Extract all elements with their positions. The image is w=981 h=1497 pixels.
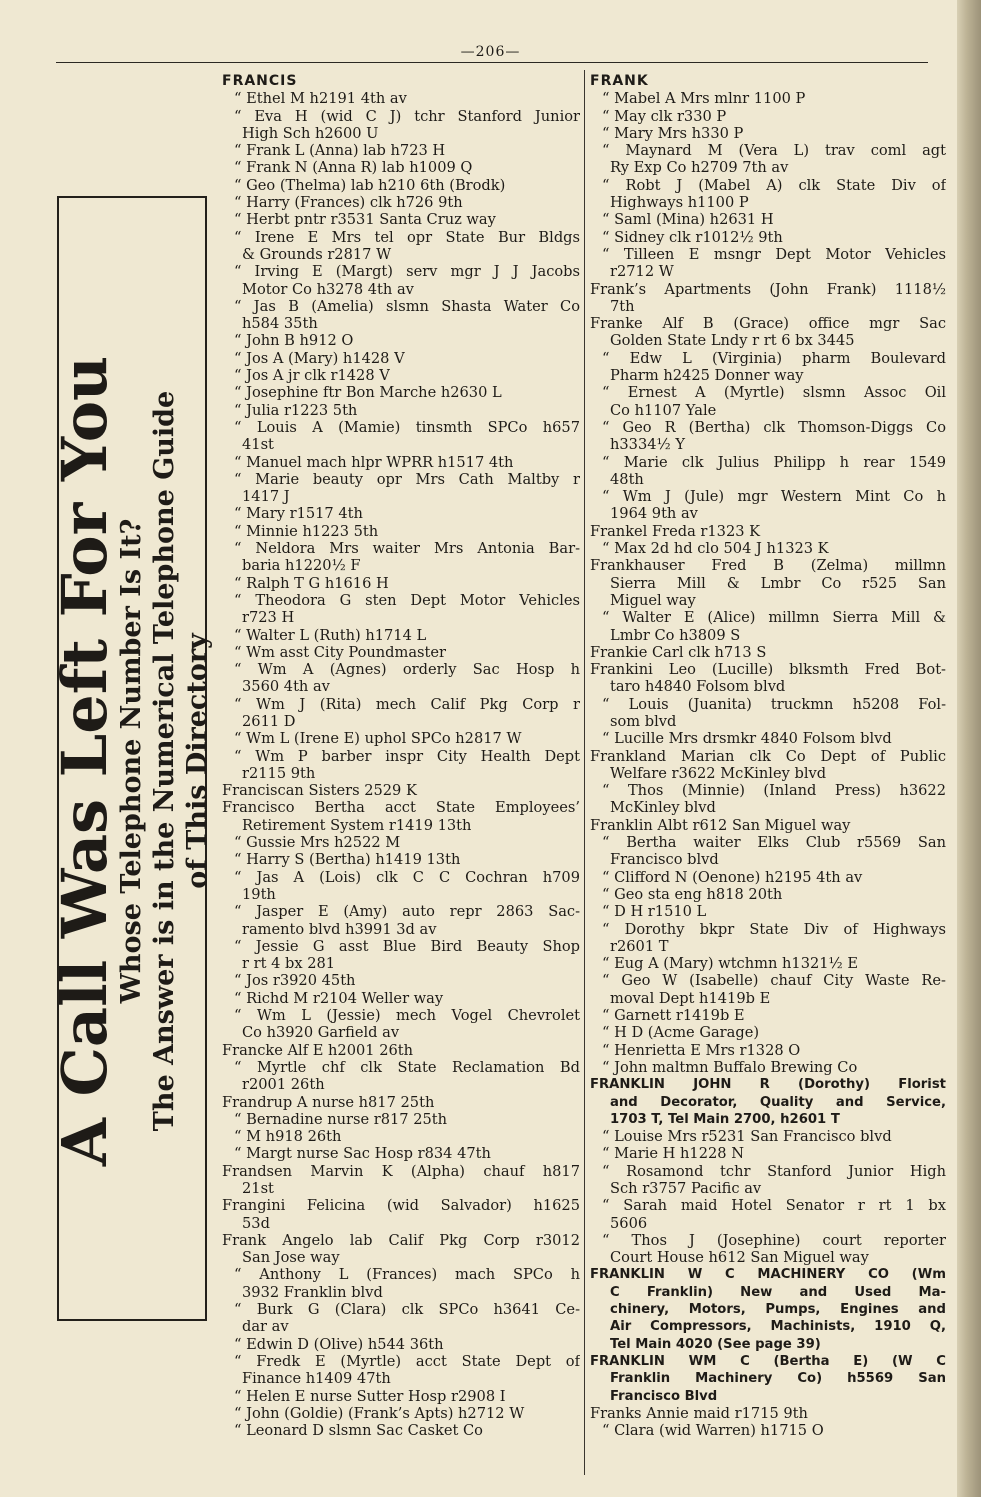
directory-line: “ Robt J (Mabel A) clk State Div of	[602, 176, 946, 194]
directory-line: “ Maynard M (Vera L) trav coml agt	[602, 142, 946, 160]
directory-line: “ Saml (Mina) h2631 H	[602, 211, 774, 229]
directory-line: 53d	[242, 1214, 270, 1232]
directory-line: “ Fredk E (Myrtle) acct State Dept of	[234, 1352, 580, 1370]
directory-line: “ Wm L (Irene E) uphol SPCo h2817 W	[234, 730, 522, 748]
directory-line: High Sch h2600 U	[242, 124, 379, 142]
directory-line: “ Mary Mrs h330 P	[602, 124, 744, 142]
directory-line: Golden State Lndy r rt 6 bx 3445	[610, 332, 855, 350]
directory-line: “ Geo (Thelma) lab h210 6th (Brodk)	[234, 176, 506, 194]
ad-subline-2: The Answer is in the Numerical Telephone Guide	[149, 390, 181, 1131]
directory-line: r2001 26th	[242, 1076, 325, 1094]
directory-line: FRANKLIN JOHN R (Dorothy) Florist	[590, 1077, 946, 1093]
directory-line: r2712 W	[610, 263, 674, 281]
directory-line: “ Max 2d hd clo 504 J h1323 K	[602, 540, 829, 558]
directory-line: taro h4840 Folsom blvd	[610, 678, 786, 696]
directory-line: “ Thos (Minnie) (Inland Press) h3622	[602, 782, 946, 800]
directory-line: Miguel way	[610, 591, 696, 609]
directory-line: Motor Co h3278 4th av	[242, 280, 414, 298]
directory-line: “ Ethel M h2191 4th av	[234, 90, 407, 108]
directory-line: Tel Main 4020 (See page 39)	[610, 1336, 821, 1352]
directory-line: “ Louis (Juanita) truckmn h5208 Fol-	[602, 695, 946, 713]
directory-line: baria h1220½ F	[242, 557, 361, 575]
right-listing-column	[590, 73, 946, 1439]
directory-line: Frankel Freda r1323 K	[590, 522, 761, 540]
directory-line: som blvd	[610, 712, 677, 730]
directory-line: h3334½ Y	[610, 436, 685, 454]
directory-line: ramento blvd h3991 3d av	[242, 920, 437, 938]
advertisement-box	[47, 196, 214, 1321]
directory-line: Franklin Albt r612 San Miguel way	[590, 816, 851, 834]
directory-line: Sierra Mill & Lmbr Co r525 San	[610, 574, 946, 592]
directory-line: “ Dorothy bkpr State Div of Highways	[602, 920, 946, 938]
directory-line: “ Margt nurse Sac Hosp r834 47th	[234, 1145, 491, 1163]
directory-line: Francisco blvd	[610, 851, 719, 869]
directory-line: Franklin Machinery Co) h5569 San	[610, 1371, 946, 1387]
directory-line: “ Walter L (Ruth) h1714 L	[234, 626, 427, 644]
directory-line: “ Anthony L (Frances) mach SPCo h	[234, 1266, 580, 1284]
directory-line: “ Lucille Mrs drsmkr 4840 Folsom blvd	[602, 730, 892, 748]
directory-line: San Jose way	[242, 1249, 340, 1267]
advertisement-text	[47, 211, 214, 1311]
directory-line: “ Jessie G asst Blue Bird Beauty Shop	[234, 937, 580, 955]
directory-line: “ Jos r3920 45th	[234, 972, 356, 990]
directory-line: “ Frank N (Anna R) lab h1009 Q	[234, 159, 473, 177]
directory-line: & Grounds r2817 W	[242, 245, 392, 263]
directory-line: Frank’s Apartments (John Frank) 1118½	[590, 280, 946, 298]
directory-line: 41st	[242, 436, 274, 454]
ad-headline: A Call Was Left For You	[47, 355, 121, 1166]
directory-line: 7th	[610, 297, 635, 315]
directory-line: “ Leonard D slsmn Sac Casket Co	[234, 1422, 483, 1440]
directory-line: “ Jos A jr clk r1428 V	[234, 367, 390, 385]
directory-line: moval Dept h1419b E	[610, 989, 771, 1007]
directory-line: “ Jas A (Lois) clk C C Cochran h709	[234, 868, 580, 886]
directory-line: “ Tilleen E msngr Dept Motor Vehicles	[602, 245, 946, 263]
directory-line: “ Mary r1517 4th	[234, 505, 363, 523]
directory-line: “ Wm A (Agnes) orderly Sac Hosp h	[234, 661, 580, 679]
directory-line: dar av	[242, 1318, 289, 1336]
directory-line: “ Irving E (Margt) serv mgr J J Jacobs	[234, 263, 580, 281]
directory-line: “ Irene E Mrs tel opr State Bur Bldgs	[234, 228, 580, 246]
directory-line: “ Bernadine nurse r817 25th	[234, 1110, 448, 1128]
directory-line: r2601 T	[610, 937, 669, 955]
directory-line: Frankie Carl clk h713 S	[590, 643, 767, 661]
column-divider	[584, 70, 585, 1475]
directory-line: 3560 4th av	[242, 678, 330, 696]
directory-line: 5606	[610, 1214, 648, 1232]
directory-line: “ Neldora Mrs waiter Mrs Antonia Bar-	[234, 540, 580, 558]
directory-line: “ Wm asst City Poundmaster	[234, 643, 447, 661]
directory-line: C Franklin) New and Used Ma-	[610, 1284, 946, 1300]
directory-line: Ry Exp Co h2709 7th av	[610, 159, 789, 177]
directory-line: “ Geo sta eng h818 20th	[602, 885, 783, 903]
directory-line: h584 35th	[242, 315, 318, 333]
directory-line: “ D H r1510 L	[602, 903, 707, 921]
directory-line: Lmbr Co h3809 S	[610, 626, 741, 644]
directory-line: “ Myrtle chf clk State Reclamation Bd	[234, 1058, 580, 1076]
directory-line: “ Mabel A Mrs mlnr 1100 P	[602, 90, 806, 108]
directory-line: r723 H	[242, 609, 295, 627]
directory-line: Frankini Leo (Lucille) blksmth Fred Bot-	[590, 661, 946, 679]
directory-line: “ H D (Acme Garage)	[602, 1024, 760, 1042]
directory-line: FRANKLIN W C MACHINERY CO (Wm	[590, 1267, 946, 1283]
directory-line: Franke Alf B (Grace) office mgr Sac	[590, 315, 946, 333]
column-heading: FRANCIS	[222, 73, 298, 89]
directory-line: “ Helen E nurse Sutter Hosp r2908 I	[234, 1387, 506, 1405]
directory-line: 1417 J	[242, 488, 290, 506]
directory-line: “ Garnett r1419b E	[602, 1007, 745, 1025]
page-number: —206—	[460, 44, 521, 60]
directory-line: “ Edwin D (Olive) h544 36th	[234, 1335, 444, 1353]
directory-line: “ Louis A (Mamie) tinsmth SPCo h657	[234, 418, 580, 436]
directory-line: “ Thos J (Josephine) court reporter	[602, 1231, 946, 1249]
directory-line: “ Julia r1223 5th	[234, 401, 358, 419]
directory-line: Retirement System r1419 13th	[242, 816, 472, 834]
ad-subline-1: Whose Telephone Number Is It?	[116, 518, 148, 1003]
directory-line: “ Jas B (Amelia) slsmn Shasta Water Co	[234, 297, 580, 315]
directory-line: “ Minnie h1223 5th	[234, 522, 379, 540]
directory-line: “ Manuel mach hlpr WPRR h1517 4th	[234, 453, 514, 471]
directory-line: “ Wm P barber inspr City Health Dept	[234, 747, 580, 765]
directory-line: Frankhauser Fred B (Zelma) millmn	[590, 557, 946, 575]
directory-line: 1964 9th av	[610, 505, 698, 523]
directory-line: “ M h918 26th	[234, 1128, 342, 1146]
directory-line: Welfare r3622 McKinley blvd	[610, 764, 827, 782]
directory-line: “ Jos A (Mary) h1428 V	[234, 349, 405, 367]
directory-line: and Decorator, Quality and Service,	[610, 1094, 946, 1110]
directory-line: “ Richd M r2104 Weller way	[234, 989, 444, 1007]
directory-line: 3932 Franklin blvd	[242, 1283, 383, 1301]
directory-line: “ Ralph T G h1616 H	[234, 574, 389, 592]
directory-line: FRANKLIN WM C (Bertha E) (W C	[590, 1353, 946, 1369]
directory-line: Co h3920 Garfield av	[242, 1024, 400, 1042]
directory-line: “ Clifford N (Oenone) h2195 4th av	[602, 868, 863, 886]
directory-line: “ Marie clk Julius Philipp h rear 1549	[602, 453, 946, 471]
directory-line: Air Compressors, Machinists, 1910 Q,	[610, 1319, 946, 1335]
directory-line: 21st	[242, 1180, 274, 1197]
directory-line: Frandrup A nurse h817 25th	[222, 1093, 435, 1111]
directory-line: 19th	[242, 885, 276, 903]
directory-line: “ Geo W (Isabelle) chauf City Waste Re-	[602, 972, 946, 990]
directory-line: “ Theodora G sten Dept Motor Vehicles	[234, 591, 580, 609]
directory-line: Pharm h2425 Donner way	[610, 367, 804, 385]
directory-line: “ John (Goldie) (Frank’s Apts) h2712 W	[234, 1404, 525, 1422]
directory-line: Highways h1100 P	[610, 194, 749, 212]
directory-line: “ Burk G (Clara) clk SPCo h3641 Ce-	[234, 1301, 580, 1319]
directory-line: “ Marie H h1228 N	[602, 1145, 744, 1163]
column-heading: FRANK	[590, 73, 649, 89]
directory-line: r2115 9th	[242, 764, 316, 782]
page-edge	[957, 0, 981, 1497]
left-listing-column	[222, 73, 580, 1439]
directory-line: “ Harry (Frances) clk h726 9th	[234, 194, 463, 212]
directory-line: r rt 4 bx 281	[242, 955, 336, 973]
directory-line: Francisco Bertha acct State Employees’	[222, 799, 580, 817]
directory-line: “ Gussie Mrs h2522 M	[234, 834, 401, 852]
directory-line: “ Marie beauty opr Mrs Cath Maltby r	[234, 470, 580, 488]
directory-line: Franks Annie maid r1715 9th	[590, 1404, 808, 1422]
directory-line: Francke Alf E h2001 26th	[222, 1041, 414, 1059]
directory-line: “ Clara (wid Warren) h1715 O	[602, 1422, 824, 1440]
directory-line: “ Harry S (Bertha) h1419 13th	[234, 851, 461, 869]
directory-line: “ Henrietta E Mrs r1328 O	[602, 1041, 801, 1059]
directory-line: “ Sarah maid Hotel Senator r rt 1 bx	[602, 1197, 946, 1215]
directory-line: 48th	[610, 470, 644, 488]
directory-line: “ Wm J (Rita) mech Calif Pkg Corp r	[234, 695, 580, 713]
directory-line: “ May clk r330 P	[602, 107, 727, 125]
directory-line: “ Wm J (Jule) mgr Western Mint Co h	[602, 488, 946, 506]
directory-line: “ Rosamond tchr Stanford Junior High	[602, 1162, 946, 1180]
directory-line: McKinley blvd	[610, 799, 716, 817]
directory-line: “ Louise Mrs r5231 San Francisco blvd	[602, 1128, 892, 1146]
directory-line: “ Jasper E (Amy) auto repr 2863 Sac-	[234, 903, 580, 921]
directory-line: Court House h612 San Miguel way	[610, 1249, 869, 1267]
directory-line: “ Herbt pntr r3531 Santa Cruz way	[234, 211, 496, 229]
directory-line: “ Eva H (wid C J) tchr Stanford Junior	[234, 107, 580, 125]
directory-line: “ Sidney clk r1012½ 9th	[602, 228, 783, 246]
directory-line: Francisco Blvd	[610, 1388, 718, 1404]
directory-line: Finance h1409 47th	[242, 1370, 391, 1388]
directory-line: “ Eug A (Mary) wtchmn h1321½ E	[602, 955, 858, 973]
directory-line: “ Wm L (Jessie) mech Vogel Chevrolet	[234, 1007, 580, 1025]
directory-line: “ John B h912 O	[234, 332, 354, 350]
directory-line: “ Bertha waiter Elks Club r5569 San	[602, 834, 946, 852]
directory-line: Sch r3757 Pacific av	[610, 1180, 762, 1197]
directory-line: Frandsen Marvin K (Alpha) chauf h817	[222, 1162, 580, 1180]
directory-line: “ Edw L (Virginia) pharm Boulevard	[602, 349, 946, 367]
directory-line: “ Geo R (Bertha) clk Thomson-Diggs Co	[602, 418, 946, 436]
directory-line: “ Frank L (Anna) lab h723 H	[234, 142, 446, 160]
directory-line: chinery, Motors, Pumps, Engines and	[610, 1302, 946, 1318]
ad-subline-3: of This Directory	[182, 632, 214, 889]
directory-line: 1703 T, Tel Main 2700, h2601 T	[610, 1111, 840, 1127]
directory-line: “ Ernest A (Myrtle) slsmn Assoc Oil	[602, 384, 946, 402]
header-rule	[56, 62, 928, 63]
directory-line: “ John maltmn Buffalo Brewing Co	[602, 1058, 858, 1076]
directory-line: Frankland Marian clk Co Dept of Public	[590, 747, 946, 765]
directory-line: “ Walter E (Alice) millmn Sierra Mill &	[602, 609, 946, 627]
directory-line: 2611 D	[242, 712, 296, 730]
directory-line: Franciscan Sisters 2529 K	[222, 782, 417, 800]
directory-line: “ Josephine ftr Bon Marche h2630 L	[234, 384, 502, 402]
directory-line: Frank Angelo lab Calif Pkg Corp r3012	[222, 1231, 580, 1249]
directory-line: Co h1107 Yale	[610, 401, 717, 419]
directory-line: Frangini Felicina (wid Salvador) h1625	[222, 1197, 580, 1215]
